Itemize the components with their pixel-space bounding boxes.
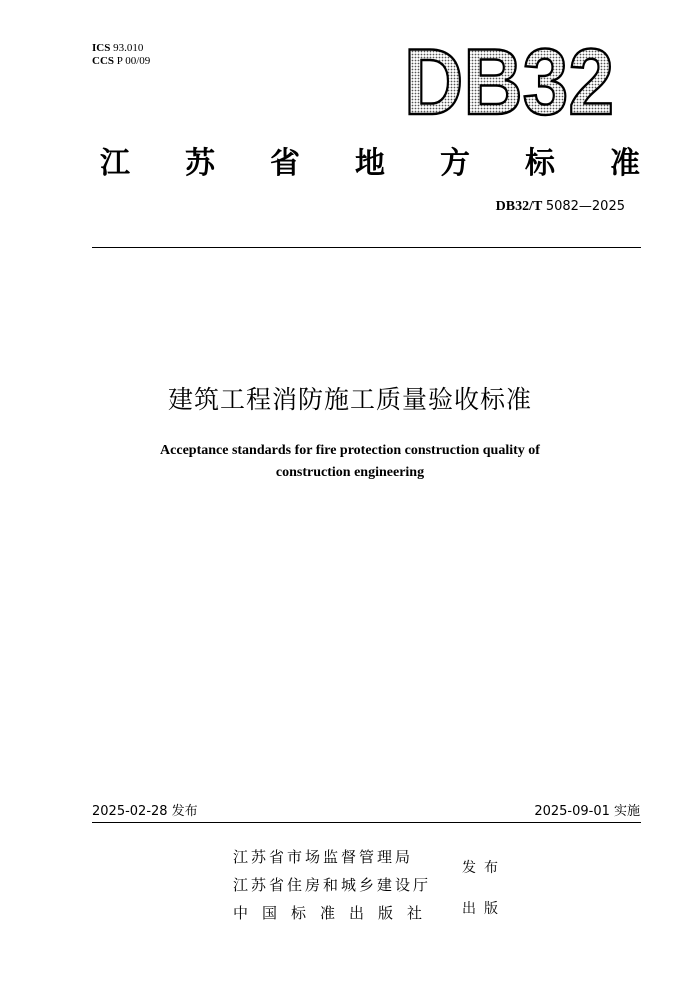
standard-type-title (100, 138, 640, 182)
standard-number: DB32/T 5082—2025 (495, 199, 625, 214)
title-char: 苏 (185, 146, 215, 181)
publisher: 中国标准出版社 (233, 904, 437, 922)
issue-action: 发布 (462, 860, 506, 876)
implementation-date: 2025-09-01 实施 (534, 804, 640, 819)
classification-codes (92, 42, 150, 68)
logo-text: DB32 (404, 29, 614, 134)
title-char: 方 (440, 146, 470, 181)
db32-logo (402, 29, 616, 134)
title-char: 地 (355, 146, 385, 181)
english-title-line: construction engineering (275, 465, 425, 480)
bottom-divider (92, 822, 641, 823)
title-char: 标 (525, 146, 555, 181)
top-divider (92, 247, 641, 248)
publish-action: 出版 (462, 901, 506, 917)
issuer: 江苏省住房和城乡建设厅 (233, 876, 432, 894)
issuing-bodies (233, 843, 436, 927)
ccs-code: CCS P 00/09 (92, 55, 151, 67)
title-char: 省 (270, 146, 300, 181)
ics-code: ICS 93.010 (92, 42, 144, 54)
title-char: 江 (100, 146, 130, 181)
document-title-english (120, 440, 580, 484)
issue-date: 2025-02-28 发布 (92, 804, 198, 819)
document-title: 建筑工程消防施工质量验收标准 (167, 385, 532, 414)
issuer: 江苏省市场监督管理局 (233, 848, 414, 866)
english-title-line: Acceptance standards for fire protection construction quality of (160, 443, 540, 458)
title-char: 准 (610, 146, 640, 181)
